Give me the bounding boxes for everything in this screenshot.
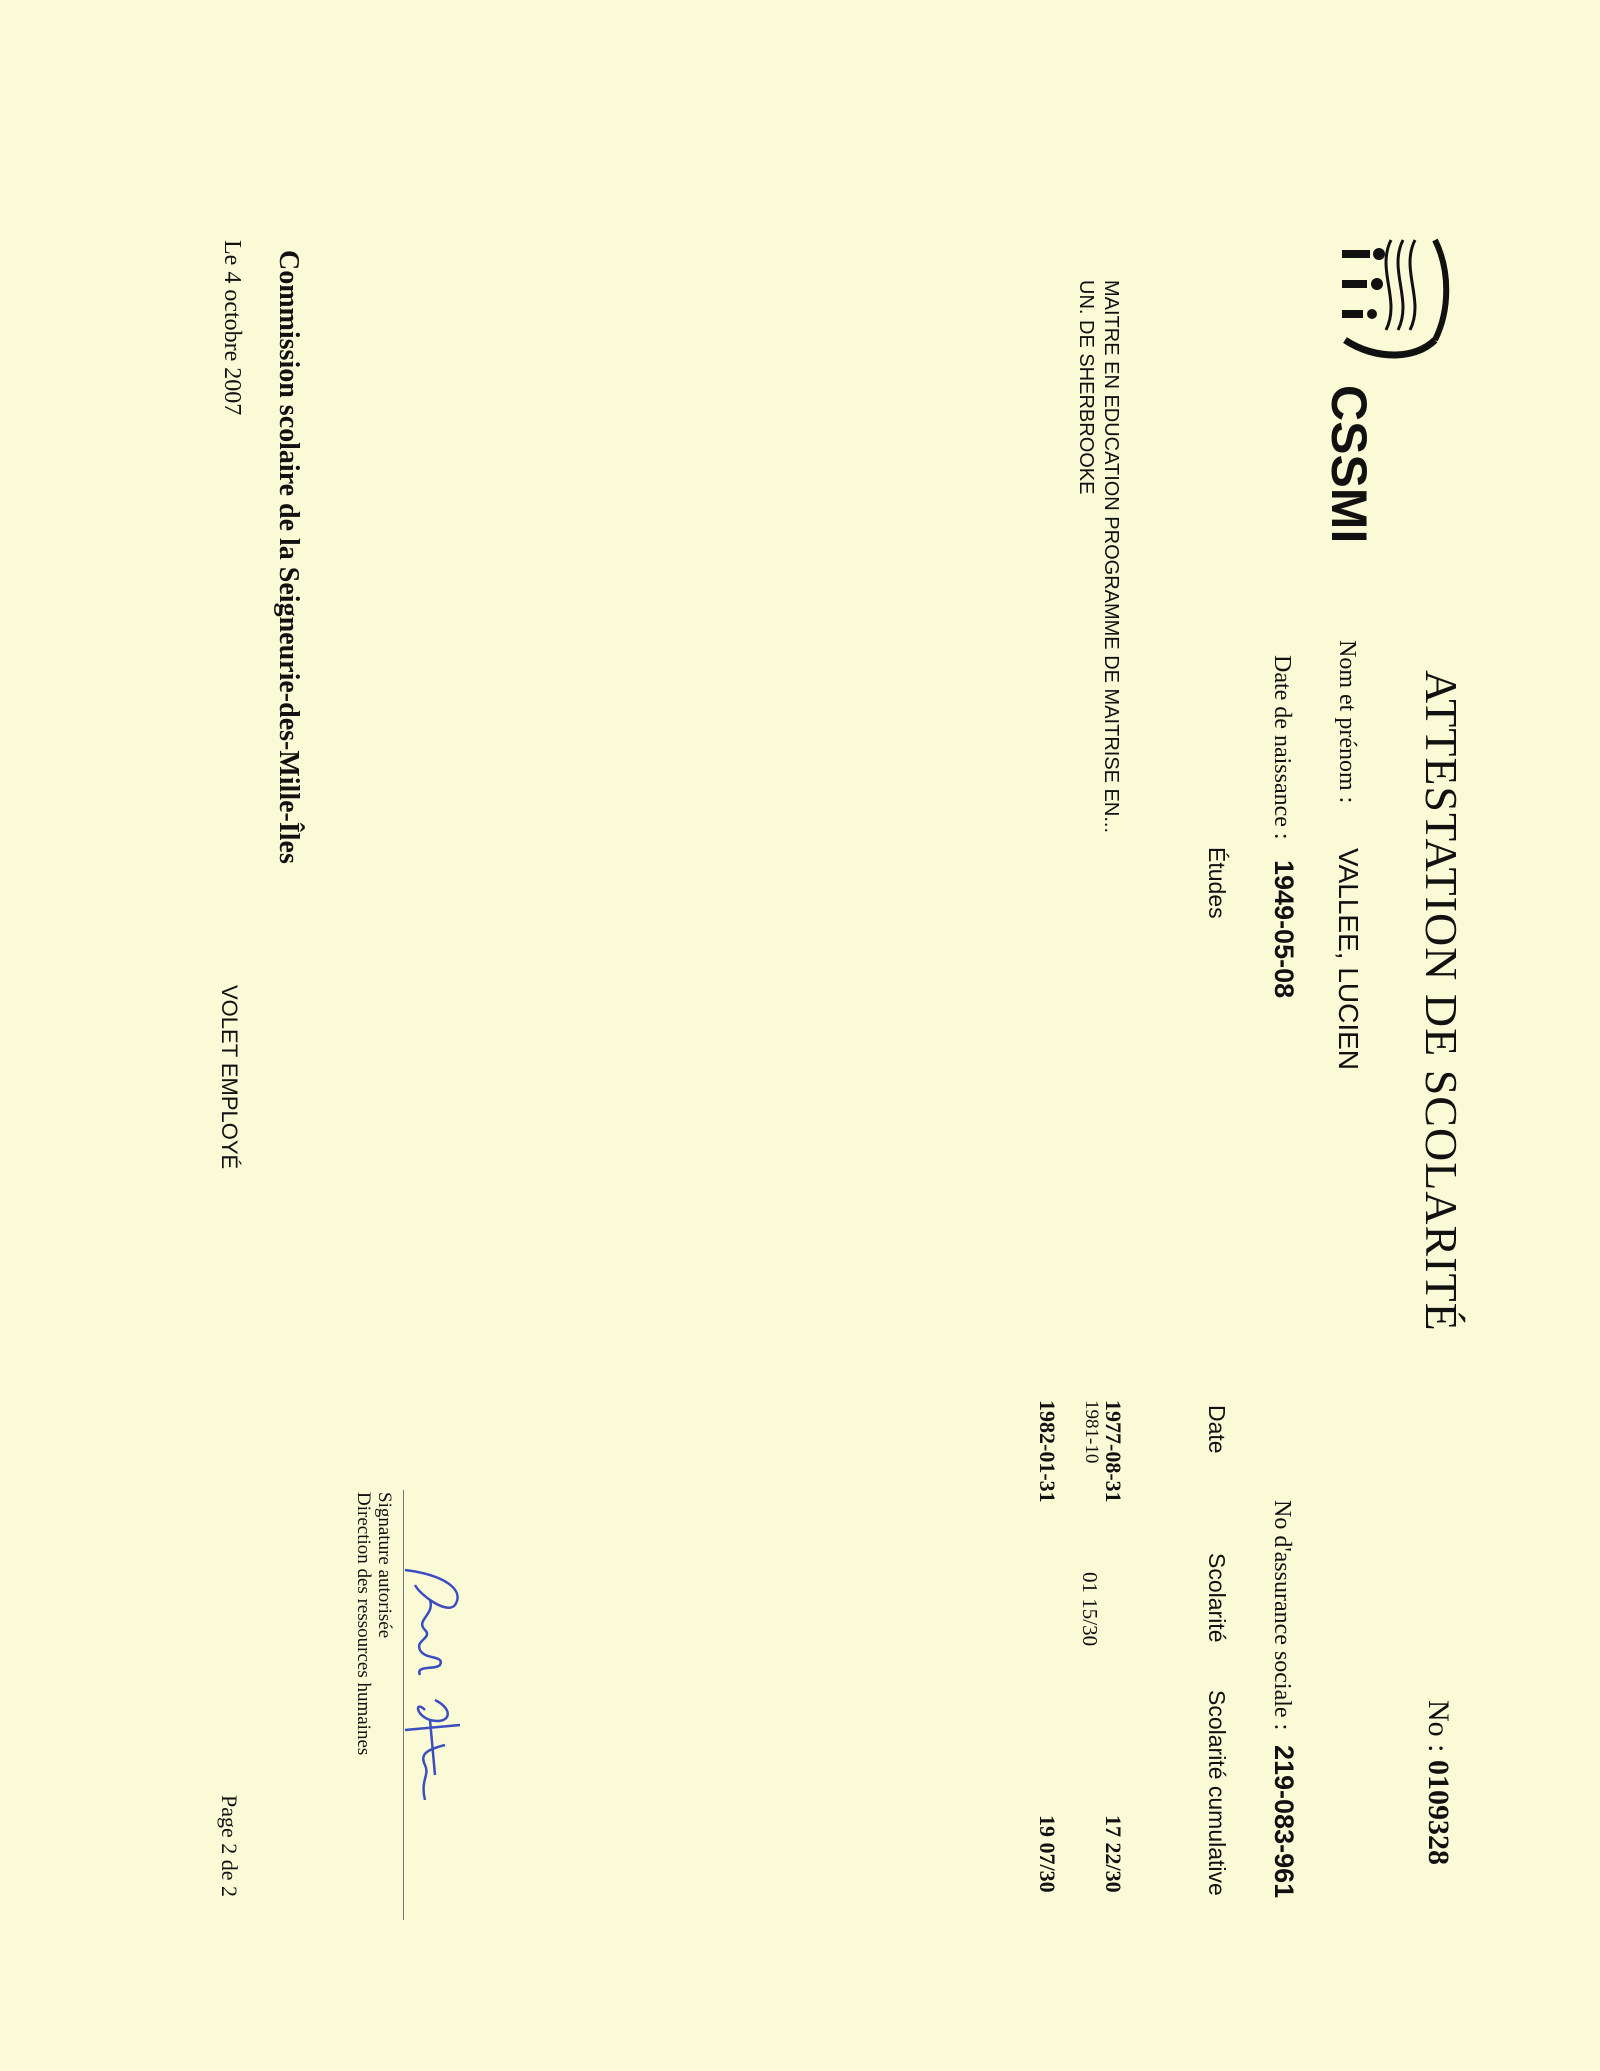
header-date: Date [1204, 1405, 1230, 1454]
signature-department: Direction des ressources humaines [353, 1492, 374, 1756]
header-scolarite: Scolarité [1204, 1553, 1230, 1643]
signature-image [385, 1560, 475, 1820]
row2-cumulative: 19 07/30 [1035, 1815, 1060, 1893]
header-etudes: Études [1204, 847, 1230, 919]
row1-cumulative: 17 22/30 [1101, 1815, 1126, 1893]
document-title: ATTESTATION DE SCOLARITÉ [1416, 670, 1467, 1332]
name-value: VALLEE, LUCIEN [1333, 848, 1364, 1071]
document-number-label: No : [1422, 1700, 1455, 1753]
document-number-value: 0109328 [1422, 1760, 1455, 1865]
dob-label: Date de naissance : [1269, 655, 1295, 840]
signature-label: Signature autorisée [374, 1492, 395, 1639]
header-cumulative: Scolarité cumulative [1204, 1690, 1230, 1896]
name-label: Nom et prénom : [1334, 640, 1360, 804]
sin-value: 219-083-961 [1269, 1745, 1299, 1899]
logo-text: CSSMI [1321, 385, 1377, 544]
row1-etudes-line1: MAITRE EN EDUCATION PROGRAMME DE MAITRISE EN... [1100, 280, 1122, 834]
row1-scolarite: 01 15/30 [1078, 1572, 1102, 1647]
row1-date: 1977-08-31 [1101, 1400, 1126, 1503]
page-number: Page 2 de 2 [217, 1795, 242, 1898]
row1-date-sub: 1981-10 [1081, 1400, 1102, 1464]
commission-name: Commission scolaire de la Seigneurie-des-Mille-Îles [273, 250, 304, 864]
sin-label: No d'assurance sociale : [1269, 1500, 1295, 1731]
issue-date: Le 4 octobre 2007 [219, 240, 245, 416]
document-number [1421, 1700, 1455, 1865]
signature-line [403, 1490, 404, 1920]
dob-value: 1949-05-08 [1269, 860, 1299, 999]
row2-date: 1982-01-31 [1035, 1400, 1060, 1503]
volet-label: VOLET EMPLOYÉ [217, 985, 242, 1170]
row1-etudes-line2: UN. DE SHERBROOKE [1075, 280, 1097, 495]
